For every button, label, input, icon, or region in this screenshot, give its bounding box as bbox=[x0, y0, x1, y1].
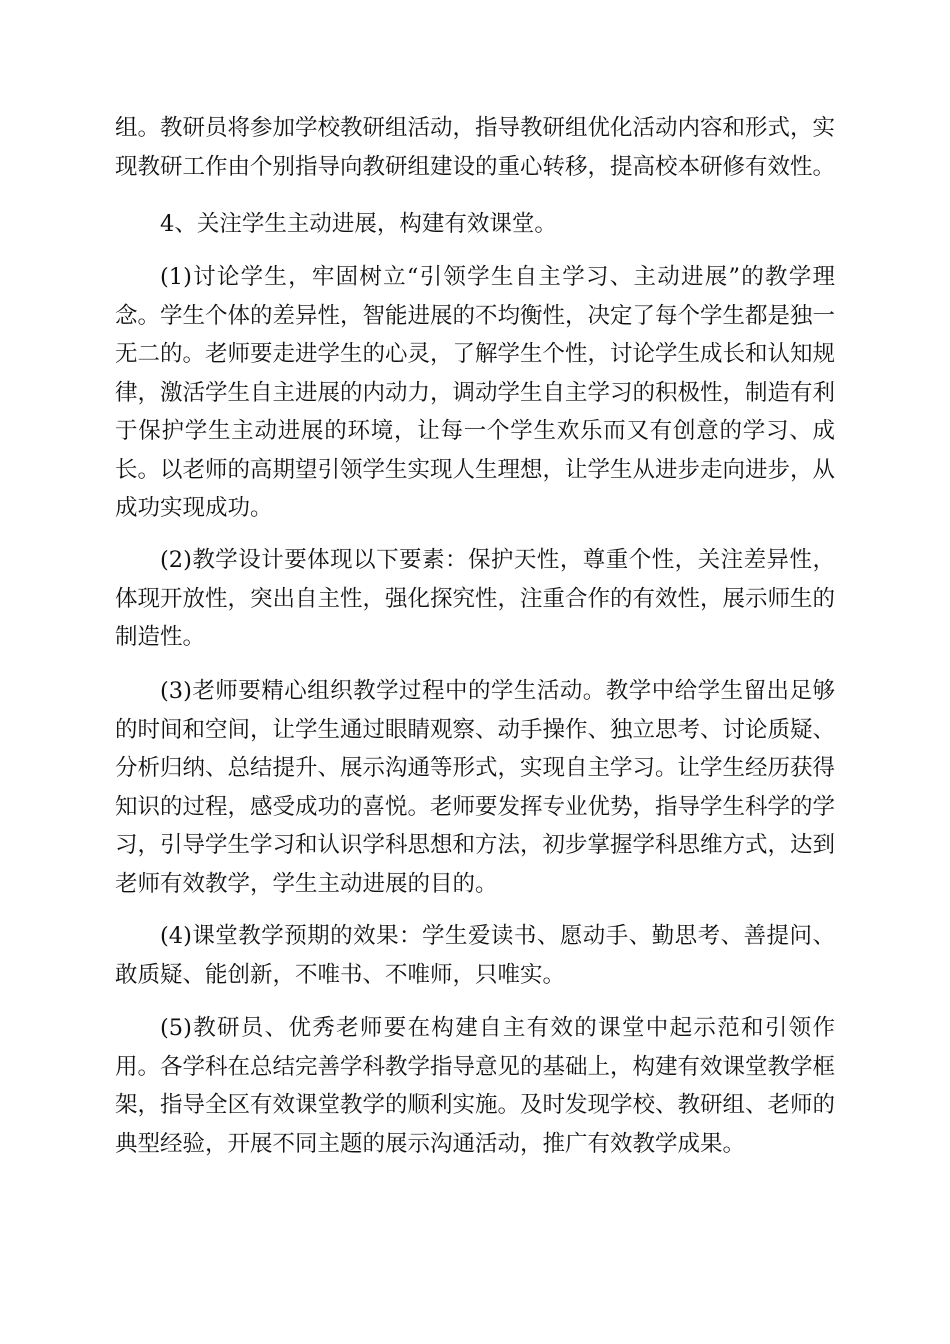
text-line: 分析归纳、总结提升、展示沟通等形式，实现自主学习。让学生经历获得 bbox=[115, 755, 836, 781]
text-line: 律，激活学生自主进展的内动力，调动学生自主学习的积极性，制造有利 bbox=[115, 379, 836, 406]
text-line: 用。各学科在总结完善学科教学指导意见的基础上，构建有效课堂教学框 bbox=[115, 1053, 836, 1080]
paragraph-item-2 bbox=[115, 541, 835, 657]
text-line: 4、关注学生主动进展，构建有效课堂。 bbox=[160, 211, 557, 237]
text-line: 习，引导学生学习和认识学科思想和方法，初步掌握学科思维方式，达到 bbox=[115, 832, 836, 858]
text-line: 现教研工作由个别指导向教研组建设的重心转移，提高校本研修有效性。 bbox=[115, 153, 836, 180]
text-line: 的时间和空间，让学生通过眼睛观察、动手操作、独立思考、讨论质疑、 bbox=[115, 716, 836, 743]
text-line: 老师有效教学，学生主动进展的目的。 bbox=[115, 870, 498, 897]
text-line: (2)教学设计要体现以下要素：保护天性，尊重个性，关注差异性， bbox=[160, 547, 835, 573]
text-line: (4)课堂教学预期的效果：学生爱读书、愿动手、勤思考、善提问、 bbox=[160, 923, 835, 949]
text-line: 架，指导全区有效课堂教学的顺利实施。及时发现学校、教研组、老师的 bbox=[115, 1092, 836, 1118]
text-line: (3)老师要精心组织教学过程中的学生活动。教学中给学生留出足够 bbox=[160, 678, 835, 704]
text-line: 于保护学生主动进展的环境，让每一个学生欢乐而又有创意的学习、成 bbox=[115, 418, 835, 444]
section-heading bbox=[115, 205, 835, 244]
paragraph-item-3 bbox=[115, 672, 835, 903]
text-line: (5)教研员、优秀老师要在构建自主有效的课堂中起示范和引领作 bbox=[160, 1015, 835, 1041]
text-line: 无二的。老师要走进学生的心灵，了解学生个性，讨论学生成长和认知规 bbox=[115, 341, 836, 367]
text-line: 典型经验，开展不同主题的展示沟通活动，推广有效教学成果。 bbox=[115, 1130, 746, 1157]
text-line: 体现开放性，突出自主性，强化探究性，注重合作的有效性，展示师生的 bbox=[115, 585, 836, 612]
text-line: 成功实现成功。 bbox=[115, 495, 273, 521]
text-line: 组。教研员将参加学校教研组活动，指导教研组优化活动内容和形式，实 bbox=[115, 115, 836, 141]
text-line: 念。学生个体的差异性，智能进展的不均衡性，决定了每个学生都是独一 bbox=[115, 302, 836, 329]
text-line: 敢质疑、能创新，不唯书、不唯师，只唯实。 bbox=[115, 961, 566, 988]
paragraph-item-4 bbox=[115, 917, 835, 994]
paragraph-item-1 bbox=[115, 258, 835, 528]
text-line: (1)讨论学生，牢固树立“引领学生自主学习、主动进展”的教学理 bbox=[160, 264, 835, 290]
text-line: 长。以老师的高期望引领学生实现人生理想，让学生从进步走向进步，从 bbox=[115, 456, 836, 483]
text-line: 制造性。 bbox=[115, 624, 206, 650]
paragraph-item-5 bbox=[115, 1009, 835, 1163]
text-line: 知识的过程，感受成功的喜悦。老师要发挥专业优势，指导学生科学的学 bbox=[115, 793, 836, 820]
paragraph-continuation bbox=[115, 109, 835, 186]
